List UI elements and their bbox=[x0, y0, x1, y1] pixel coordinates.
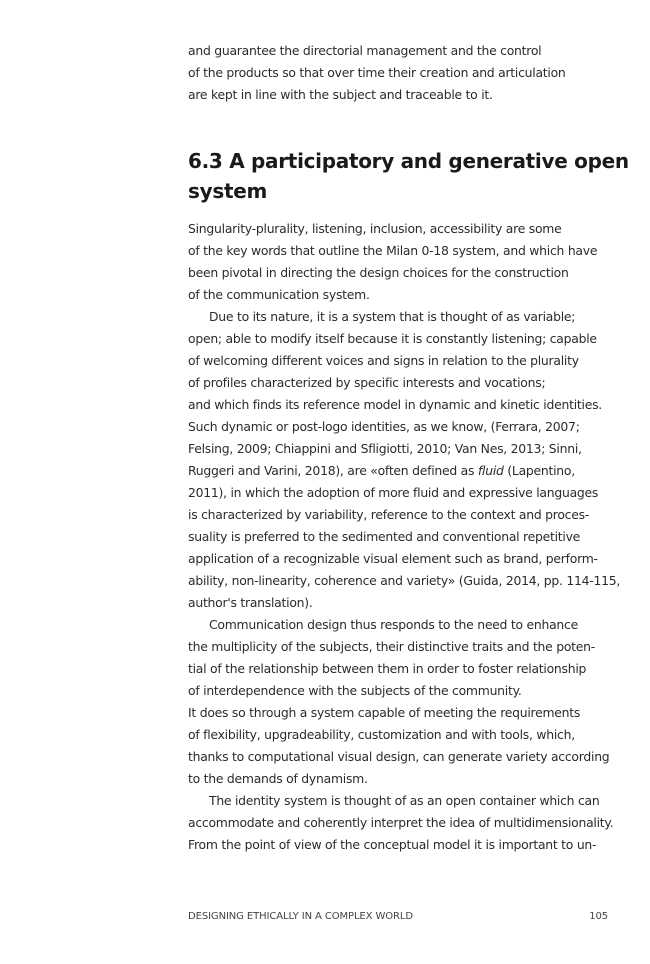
body-line: been pivotal in directing the design choices for the construction bbox=[188, 265, 569, 280]
body-line: tial of the relationship between them in order to foster relationship bbox=[188, 661, 587, 676]
body-line: accommodate and coherently interpret the idea of multidimensionality. bbox=[188, 815, 614, 830]
page-number: 105 bbox=[589, 911, 608, 922]
body-line: is characterized by variability, reference to the context and proces- bbox=[188, 507, 590, 522]
body-line: Singularity-plurality, listening, inclusion, accessibility are some bbox=[188, 221, 562, 236]
body-line: The identity system is thought of as an open container which can bbox=[209, 793, 600, 808]
body-line: ability, non-linearity, coherence and variety» (Guida, 2014, pp. 114-115, bbox=[188, 573, 621, 588]
body-line: of the communication system. bbox=[188, 287, 370, 302]
body-line: Due to its nature, it is a system that is thought of as variable; bbox=[209, 309, 576, 324]
section-heading: system bbox=[188, 179, 268, 203]
body-line: application of a recognizable visual element such as brand, perform- bbox=[188, 551, 598, 566]
body-line: of interdependence with the subjects of the community. bbox=[188, 683, 522, 698]
intro-line: of the products so that over time their creation and articulation bbox=[188, 65, 566, 80]
intro-line: and guarantee the directorial management and the control bbox=[188, 43, 542, 58]
body-line: of profiles characterized by specific interests and vocations; bbox=[188, 375, 546, 390]
body-line bbox=[188, 460, 575, 482]
italic-term: fluid bbox=[477, 463, 504, 478]
body-line: author's translation). bbox=[188, 595, 313, 610]
body-line: the multiplicity of the subjects, their distinctive traits and the poten- bbox=[188, 639, 595, 654]
body-line: It does so through a system capable of meeting the requirements bbox=[188, 705, 581, 720]
body-line: and which finds its reference model in dynamic and kinetic identities. bbox=[188, 397, 602, 412]
body-line: Felsing, 2009; Chiappini and Sfligiotti, 2010; Van Nes, 2013; Sinni, bbox=[188, 441, 582, 456]
intro-line: are kept in line with the subject and traceable to it. bbox=[188, 87, 493, 102]
body-text-segment: (Lapentino, bbox=[503, 463, 575, 478]
body-line: From the point of view of the conceptual model it is important to un- bbox=[188, 837, 597, 852]
body-line: thanks to computational visual design, can generate variety according bbox=[188, 749, 610, 764]
body-line: suality is preferred to the sedimented and conventional repetitive bbox=[188, 529, 581, 544]
body-line: of flexibility, upgradeability, customization and with tools, which, bbox=[188, 727, 575, 742]
body-text-segment: Ruggeri and Varini, 2018), are «often defined as bbox=[188, 463, 478, 478]
section-heading: 6.3 A participatory and generative open bbox=[188, 149, 629, 173]
running-title: DESIGNING ETHICALLY IN A COMPLEX WORLD bbox=[188, 911, 413, 922]
body-line: Communication design thus responds to the need to enhance bbox=[209, 617, 578, 632]
body-line: of welcoming different voices and signs in relation to the plurality bbox=[188, 353, 579, 368]
body-line: Such dynamic or post-logo identities, as we know, (Ferrara, 2007; bbox=[188, 419, 580, 434]
body-line: of the key words that outline the Milan 0-18 system, and which have bbox=[188, 243, 598, 258]
body-line: to the demands of dynamism. bbox=[188, 771, 368, 786]
body-line: 2011), in which the adoption of more fluid and expressive languages bbox=[188, 485, 599, 500]
body-line: open; able to modify itself because it is constantly listening; capable bbox=[188, 331, 597, 346]
